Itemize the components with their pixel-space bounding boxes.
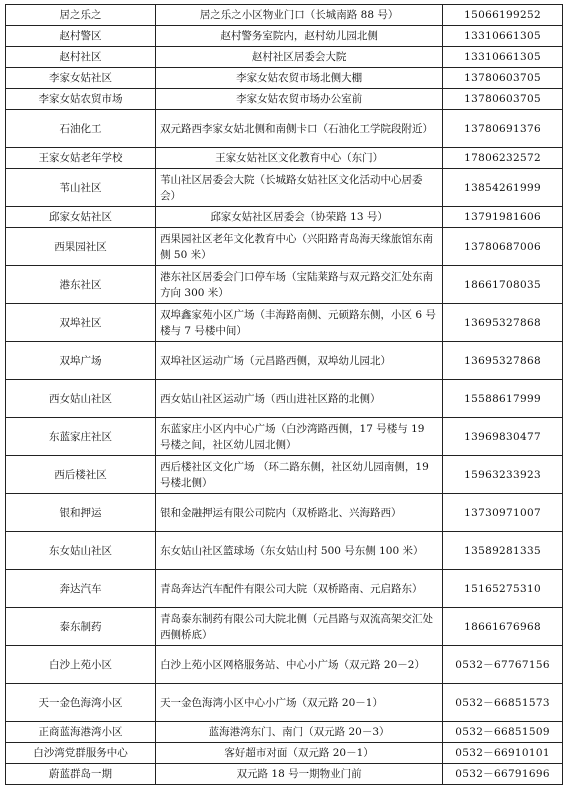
phone-cell: 18661676968: [443, 608, 563, 646]
address-cell: 银和金融押运有限公司院内（双桥路北、兴海路西）: [156, 494, 443, 532]
address-cell: 双埠社区运动广场（元昌路西侧，双埠幼儿园北）: [156, 342, 443, 380]
address-cell: 赵村社区居委会大院: [156, 47, 443, 68]
site-name-cell: 天一金色海湾小区: [6, 684, 156, 722]
table-row: [6, 89, 563, 110]
site-name-cell: 白沙上苑小区: [6, 646, 156, 684]
site-name-cell: 李家女姑社区: [6, 68, 156, 89]
address-cell: 蓝海港湾东门、南门（双元路 20－3）: [156, 722, 443, 743]
site-name-cell: 双埠广场: [6, 342, 156, 380]
phone-cell: 13780691376: [443, 110, 563, 148]
table-row: [6, 228, 563, 266]
table-row: [6, 304, 563, 342]
site-name-cell: 泰东制药: [6, 608, 156, 646]
address-cell: 双埠鑫家苑小区广场（丰海路南侧、元硕路东侧，小区 6 号楼与 7 号楼中间）: [156, 304, 443, 342]
address-cell: 白沙上苑小区网格服务站、中心小广场（双元路 20－2）: [156, 646, 443, 684]
phone-cell: 13791981606: [443, 207, 563, 228]
table-row: [6, 380, 563, 418]
phone-cell: 13780603705: [443, 68, 563, 89]
address-cell: 王家女姑社区文化教育中心（东门）: [156, 148, 443, 169]
location-table-container: [5, 4, 563, 785]
address-cell: 青岛奔达汽车配件有限公司大院（双桥路南、元启路东）: [156, 570, 443, 608]
site-name-cell: 西后楼社区: [6, 456, 156, 494]
table-row: [6, 418, 563, 456]
phone-cell: 0532－67767156: [443, 646, 563, 684]
table-row: [6, 532, 563, 570]
address-cell: 客好超市对面（双元路 20－1）: [156, 743, 443, 764]
site-name-cell: 西果园社区: [6, 228, 156, 266]
site-name-cell: 港东社区: [6, 266, 156, 304]
phone-cell: 0532－66791696: [443, 764, 563, 785]
site-name-cell: 赵村社区: [6, 47, 156, 68]
phone-cell: 13730971007: [443, 494, 563, 532]
address-cell: 东蓝家庄小区内中心广场（白沙湾路西侧，17 号楼与 19 号楼之间，社区幼儿园北侧）: [156, 418, 443, 456]
phone-cell: 0532－66910101: [443, 743, 563, 764]
site-name-cell: 居之乐之: [6, 5, 156, 26]
site-name-cell: 正商蓝海港湾小区: [6, 722, 156, 743]
table-row: [6, 266, 563, 304]
address-cell: 双元路 18 号一期物业门前: [156, 764, 443, 785]
table-row: [6, 148, 563, 169]
phone-cell: 13854261999: [443, 169, 563, 207]
table-row: [6, 570, 563, 608]
address-cell: 李家女姑农贸市场北侧大棚: [156, 68, 443, 89]
phone-cell: 0532－66851573: [443, 684, 563, 722]
address-cell: 赵村警务室院内，赵村幼儿园北侧: [156, 26, 443, 47]
location-table-body: [6, 5, 563, 785]
table-row: [6, 207, 563, 228]
table-row: [6, 47, 563, 68]
site-name-cell: 赵村警区: [6, 26, 156, 47]
site-name-cell: 银和押运: [6, 494, 156, 532]
site-name-cell: 东蓝家庄社区: [6, 418, 156, 456]
phone-cell: 13695327868: [443, 342, 563, 380]
table-row: [6, 68, 563, 89]
phone-cell: 13780687006: [443, 228, 563, 266]
phone-cell: 15165275310: [443, 570, 563, 608]
phone-cell: 13780603705: [443, 89, 563, 110]
table-row: [6, 764, 563, 785]
site-name-cell: 奔达汽车: [6, 570, 156, 608]
table-row: [6, 5, 563, 26]
table-row: [6, 743, 563, 764]
table-row: [6, 169, 563, 207]
site-name-cell: 邱家女姑社区: [6, 207, 156, 228]
address-cell: 东女姑山社区篮球场（东女姑山村 500 号东侧 100 米）: [156, 532, 443, 570]
site-name-cell: 白沙湾党群服务中心: [6, 743, 156, 764]
address-cell: 西女姑山社区运动广场（西山进社区路的北侧）: [156, 380, 443, 418]
table-row: [6, 646, 563, 684]
table-row: [6, 494, 563, 532]
site-name-cell: 苇山社区: [6, 169, 156, 207]
table-row: [6, 26, 563, 47]
table-row: [6, 342, 563, 380]
table-row: [6, 110, 563, 148]
location-table: [5, 4, 563, 785]
address-cell: 双元路西李家女姑北侧和南侧卡口（石油化工学院段附近）: [156, 110, 443, 148]
phone-cell: 13310661305: [443, 47, 563, 68]
site-name-cell: 石油化工: [6, 110, 156, 148]
address-cell: 青岛泰东制药有限公司大院北侧（元昌路与双流高架交汇处西侧桥底）: [156, 608, 443, 646]
phone-cell: 17806232572: [443, 148, 563, 169]
address-cell: 邱家女姑社区居委会（协荣路 13 号）: [156, 207, 443, 228]
address-cell: 李家女姑农贸市场办公室前: [156, 89, 443, 110]
phone-cell: 18661708035: [443, 266, 563, 304]
phone-cell: 15066199252: [443, 5, 563, 26]
site-name-cell: 西女姑山社区: [6, 380, 156, 418]
phone-cell: 13310661305: [443, 26, 563, 47]
site-name-cell: 王家女姑老年学校: [6, 148, 156, 169]
site-name-cell: 李家女姑农贸市场: [6, 89, 156, 110]
address-cell: 苇山社区居委会大院（长城路女姑社区文化活动中心居委会）: [156, 169, 443, 207]
table-row: [6, 722, 563, 743]
table-row: [6, 608, 563, 646]
address-cell: 港东社区居委会门口停车场（宝陆莱路与双元路交汇处东南方向 300 米）: [156, 266, 443, 304]
site-name-cell: 蔚蓝群岛一期: [6, 764, 156, 785]
phone-cell: 13695327868: [443, 304, 563, 342]
phone-cell: 13589281335: [443, 532, 563, 570]
phone-cell: 15588617999: [443, 380, 563, 418]
table-row: [6, 684, 563, 722]
address-cell: 西后楼社区文化广场 （环二路东侧，社区幼儿园南侧，19 号楼北侧）: [156, 456, 443, 494]
table-row: [6, 456, 563, 494]
phone-cell: 0532－66851509: [443, 722, 563, 743]
site-name-cell: 东女姑山社区: [6, 532, 156, 570]
phone-cell: 13969830477: [443, 418, 563, 456]
address-cell: 西果园社区老年文化教育中心（兴阳路青岛海天缘旅馆东南侧 50 米）: [156, 228, 443, 266]
site-name-cell: 双埠社区: [6, 304, 156, 342]
address-cell: 居之乐之小区物业门口（长城南路 88 号）: [156, 5, 443, 26]
phone-cell: 15963233923: [443, 456, 563, 494]
address-cell: 天一金色海湾小区中心小广场（双元路 20－1）: [156, 684, 443, 722]
